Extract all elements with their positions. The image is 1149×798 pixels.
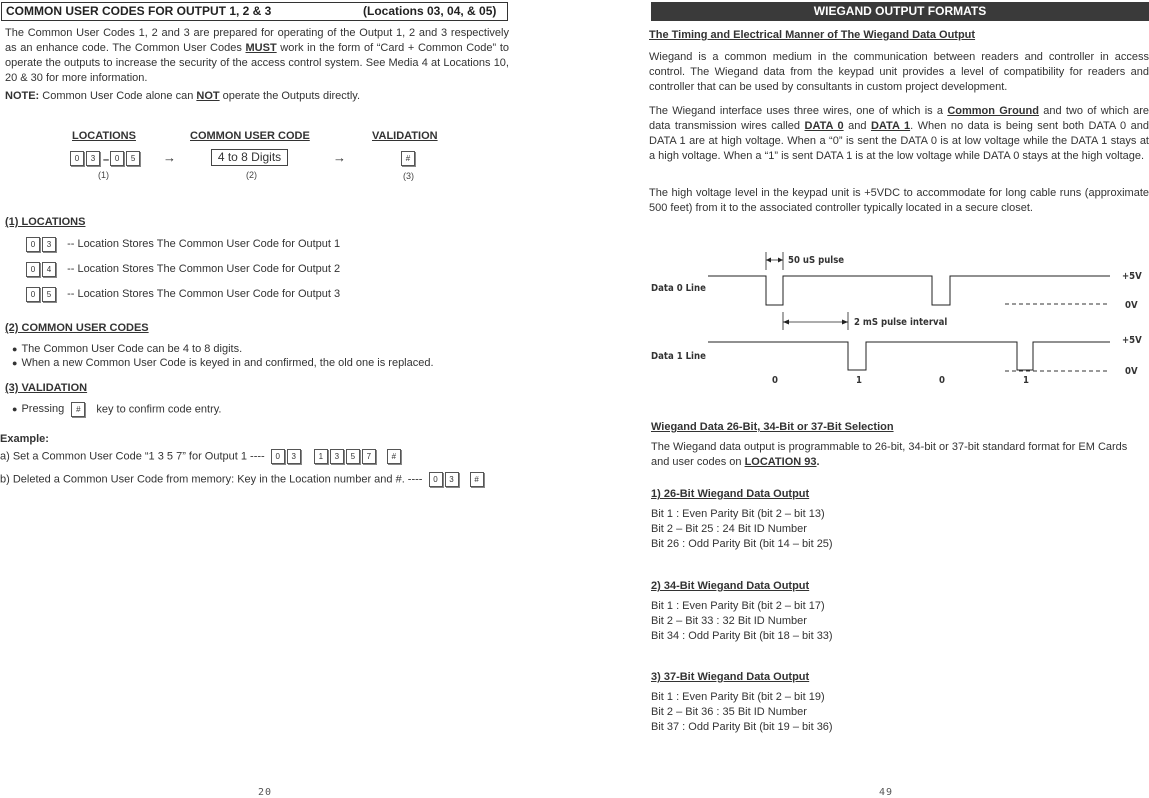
location-list xyxy=(26,237,446,312)
para2-text-c: . When no data is being sent both DATA 0 and DATA 1 are at high voltage. When a “0” is sent the DATA 0 is at low voltage while the DATA 1 stays at a high voltage. When a “1” is sent DATA 1 is at the low voltage while DATA 0 stays at the high voltage. xyxy=(649,120,1149,162)
data1-signal xyxy=(708,342,1110,370)
format-line: Bit 37 : Odd Parity Bit (bit 19 – bit 36) xyxy=(651,721,833,733)
arrowhead xyxy=(783,320,789,325)
key: 0 xyxy=(26,237,40,252)
key: 4 xyxy=(42,262,56,277)
format-26 xyxy=(651,488,833,552)
intro-must: MUST xyxy=(245,42,277,54)
arrowhead xyxy=(766,258,771,263)
format-line: Bit 26 : Odd Parity Bit (bit 14 – bit 25) xyxy=(651,538,833,550)
data0-low-voltage: 0V xyxy=(1125,300,1138,311)
diagram-locations-title: LOCATIONS xyxy=(72,130,136,142)
data1-low-voltage: 0V xyxy=(1125,366,1138,377)
left-title-locations: (Locations 03, 04, & 05) xyxy=(363,4,497,18)
caption-2: (2) xyxy=(246,170,257,180)
banner xyxy=(651,2,1149,21)
bit-label: 1 xyxy=(1023,375,1029,386)
arrow-icon: → xyxy=(333,150,346,165)
format-37 xyxy=(651,671,833,735)
hash-key: # xyxy=(387,449,401,464)
key-0: 0 xyxy=(110,151,124,166)
key: 3 xyxy=(330,449,344,464)
left-title-box xyxy=(1,2,508,21)
left-note xyxy=(5,89,509,104)
location-93-term: LOCATION 93 xyxy=(744,456,817,468)
key: 3 xyxy=(42,237,56,252)
diagram-location-keys xyxy=(70,150,142,168)
intro-text-2: work in the form of “Card + Common Code” to operate the outputs to increase the security of the access control system. See Media 4 at Locations 10, 20 & 30 for more information. xyxy=(5,42,510,84)
selection-title: Wiegand Data 26-Bit, 34-Bit or 37-Bit Selection xyxy=(651,421,894,433)
format-line: Bit 1 : Even Parity Bit (bit 2 – bit 17) xyxy=(651,600,825,612)
data0-high-voltage: +5V xyxy=(1122,271,1142,282)
hash-key: # xyxy=(470,472,484,487)
format-line: Bit 1 : Even Parity Bit (bit 2 – bit 19) xyxy=(651,691,825,703)
example-b xyxy=(0,472,486,487)
left-intro xyxy=(5,26,509,86)
location-desc: -- Location Stores The Common User Code for Output 1 xyxy=(67,238,341,251)
format-line: Bit 2 – Bit 36 : 35 Bit ID Number xyxy=(651,706,807,718)
validation-pressing: ● Pressing xyxy=(12,403,64,415)
left-title: COMMON USER CODES FOR OUTPUT 1, 2 & 3 xyxy=(6,4,272,18)
key-5: 5 xyxy=(126,151,140,166)
validation-rest: key to confirm code entry. xyxy=(96,403,222,416)
data1-high-voltage: +5V xyxy=(1122,335,1142,346)
bit-label: 0 xyxy=(939,375,945,386)
location-row xyxy=(26,237,446,262)
left-page-number: 20 xyxy=(258,787,273,798)
para1-text: Wiegand is a common medium in the communication between readers and controller in access control. The Wiegand data from the keypad unit provides a level of compatibility for readers and controller that can be used by consultants in custom project development. xyxy=(649,51,1149,93)
section-codes-title: (2) COMMON USER CODES xyxy=(5,322,149,334)
data1-term: DATA 1 xyxy=(870,120,911,132)
common-ground-term: Common Ground xyxy=(947,105,1039,117)
diagram-validation-title: VALIDATION xyxy=(372,130,438,142)
para2-text-b: and two of which are data transmission wires called xyxy=(649,105,1149,132)
arrow-icon: → xyxy=(163,150,176,165)
intro-text-1: The Common User Codes 1, 2 and 3 are prepared for operating of the Output 1, 2 and 3 respectively as an enhance code. The Common User Codes xyxy=(5,27,509,54)
key: 0 xyxy=(271,449,285,464)
timing-para-2 xyxy=(649,104,1149,164)
pulse-label: 50 uS pulse xyxy=(788,255,845,266)
format-title: 2) 34-Bit Wiegand Data Output xyxy=(651,580,810,592)
example-label: Example: xyxy=(0,433,49,445)
section-locations-title: (1) LOCATIONS xyxy=(5,216,86,228)
right-page-number: 49 xyxy=(879,787,894,798)
caption-1: (1) xyxy=(98,170,109,180)
location-desc: -- Location Stores The Common User Code for Output 3 xyxy=(67,288,341,301)
format-title: 3) 37-Bit Wiegand Data Output xyxy=(651,671,810,683)
range-dash: – xyxy=(103,154,110,166)
diagram-code-title: COMMON USER CODE xyxy=(190,130,310,142)
note-not: NOT xyxy=(196,90,220,102)
bit-label: 1 xyxy=(856,375,862,386)
format-line: Bit 1 : Even Parity Bit (bit 2 – bit 13) xyxy=(651,508,825,520)
timing-para-3 xyxy=(649,186,1149,216)
data0-signal xyxy=(708,276,1110,305)
digits-box: 4 to 8 Digits xyxy=(211,149,288,166)
validation-line xyxy=(12,402,221,417)
format-34 xyxy=(651,580,833,644)
banner-title: WIEGAND OUTPUT FORMATS xyxy=(813,4,987,18)
key: 3 xyxy=(445,472,459,487)
format-line: Bit 2 – Bit 25 : 24 Bit ID Number xyxy=(651,523,807,535)
hash-key: # xyxy=(71,402,85,417)
caption-3: (3) xyxy=(403,171,414,181)
bullet-item: ● The Common User Code can be 4 to 8 digits. xyxy=(12,342,434,356)
code-diagram xyxy=(0,128,509,188)
key: 0 xyxy=(26,262,40,277)
key: 5 xyxy=(42,287,56,302)
note-text-1: Common User Code alone can xyxy=(39,90,197,102)
selection-text xyxy=(651,440,1131,470)
arrowhead xyxy=(778,258,783,263)
interval-label: 2 mS pulse interval xyxy=(854,317,948,328)
para2-text-a: The Wiegand interface uses three wires, one of which is a xyxy=(649,105,948,117)
example-a xyxy=(0,449,403,464)
para3-text: The high voltage level in the keypad unit is +5VDC to accommodate for long cable runs (approximate 500 feet) from it to the associated controller typically located in a secure closet. xyxy=(649,187,1149,214)
bit-label: 0 xyxy=(772,375,778,386)
codes-bullets xyxy=(12,342,434,370)
arrowhead xyxy=(842,320,848,325)
key-3: 3 xyxy=(86,151,100,166)
key: 0 xyxy=(26,287,40,302)
hash-key: # xyxy=(401,151,415,166)
note-text-2: operate the Outputs directly. xyxy=(219,90,361,102)
key: 0 xyxy=(429,472,443,487)
format-title: 1) 26-Bit Wiegand Data Output xyxy=(651,488,810,500)
key-0: 0 xyxy=(70,151,84,166)
data0-label: Data 0 Line xyxy=(651,283,706,294)
key: 1 xyxy=(314,449,328,464)
section-validation-title: (3) VALIDATION xyxy=(5,382,88,394)
example-b-text: b) Deleted a Common User Code from memory: Key in the Location number and #. ---- xyxy=(0,473,423,486)
selection-text-b: . xyxy=(816,456,820,468)
timing-title: The Timing and Electrical Manner of The Wiegand Data Output xyxy=(649,29,976,41)
data0-term: DATA 0 xyxy=(804,120,844,132)
timing-para-1 xyxy=(649,50,1149,95)
location-row xyxy=(26,262,446,287)
format-line: Bit 34 : Odd Parity Bit (bit 18 – bit 33) xyxy=(651,630,833,642)
key: 5 xyxy=(346,449,360,464)
location-row xyxy=(26,287,446,312)
location-desc: -- Location Stores The Common User Code for Output 2 xyxy=(67,263,341,276)
example-a-text: a) Set a Common User Code “1 3 5 7” for Output 1 ---- xyxy=(0,450,265,463)
key: 3 xyxy=(287,449,301,464)
para2-and: and xyxy=(843,120,871,132)
format-line: Bit 2 – Bit 33 : 32 Bit ID Number xyxy=(651,615,807,627)
key: 7 xyxy=(362,449,376,464)
data1-label: Data 1 Line xyxy=(651,351,706,362)
diagram-validation-key xyxy=(401,150,417,168)
wiegand-waveform xyxy=(645,240,1149,390)
note-label: NOTE: xyxy=(5,90,40,102)
selection-text-a: The Wiegand data output is programmable to 26-bit, 34-bit or 37-bit standard format for EM Cards and user codes on xyxy=(651,441,1128,468)
bullet-item: ● When a new Common User Code is keyed in and confirmed, the old one is replaced. xyxy=(12,356,434,370)
